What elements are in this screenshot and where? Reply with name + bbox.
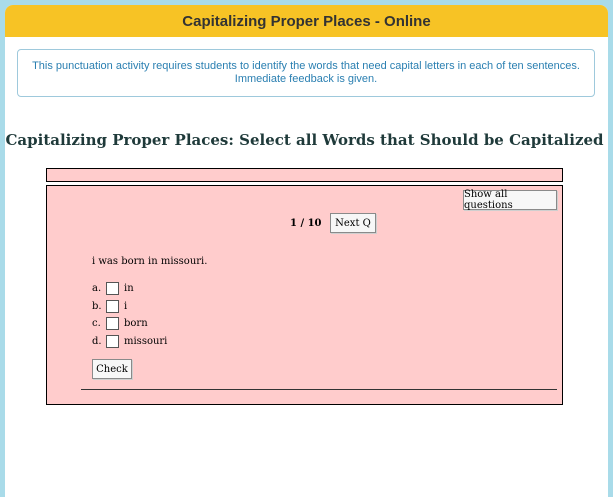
option-word: i [124,300,128,312]
option-checkbox[interactable] [106,335,119,348]
info-line-1: This punctuation activity requires students to identify the words that need capital letters in each of ten sentences. [32,60,580,72]
question-counter: 1 / 10 [290,218,322,229]
show-all-questions-button[interactable]: Show all questions [463,190,557,210]
option-checkbox[interactable] [106,282,119,295]
option-c[interactable] [92,316,148,330]
next-question-button[interactable]: Next Q [330,213,376,233]
option-b[interactable] [92,299,127,313]
option-letter: c. [92,317,101,329]
option-checkbox[interactable] [106,317,119,330]
info-box [17,49,595,97]
option-letter: d. [92,335,102,347]
option-letter: b. [92,300,102,312]
option-word: born [124,317,148,329]
divider [81,389,557,390]
page-header [5,5,608,37]
info-line-2: Immediate feedback is given. [234,73,378,85]
page-title: Capitalizing Proper Places - Online [182,12,431,30]
option-d[interactable] [92,334,167,348]
question-sentence: i was born in missouri. [92,256,208,267]
option-word: in [124,282,134,294]
check-button[interactable]: Check [92,359,132,379]
quiz-box [46,185,563,405]
option-letter: a. [92,282,102,294]
option-a[interactable] [92,281,134,295]
content-panel [5,5,608,497]
option-word: missouri [124,335,168,347]
activity-top-bar [46,168,563,182]
activity-title: Capitalizing Proper Places: Select all Words that Should be Capitalized [5,131,604,149]
option-checkbox[interactable] [106,300,119,313]
